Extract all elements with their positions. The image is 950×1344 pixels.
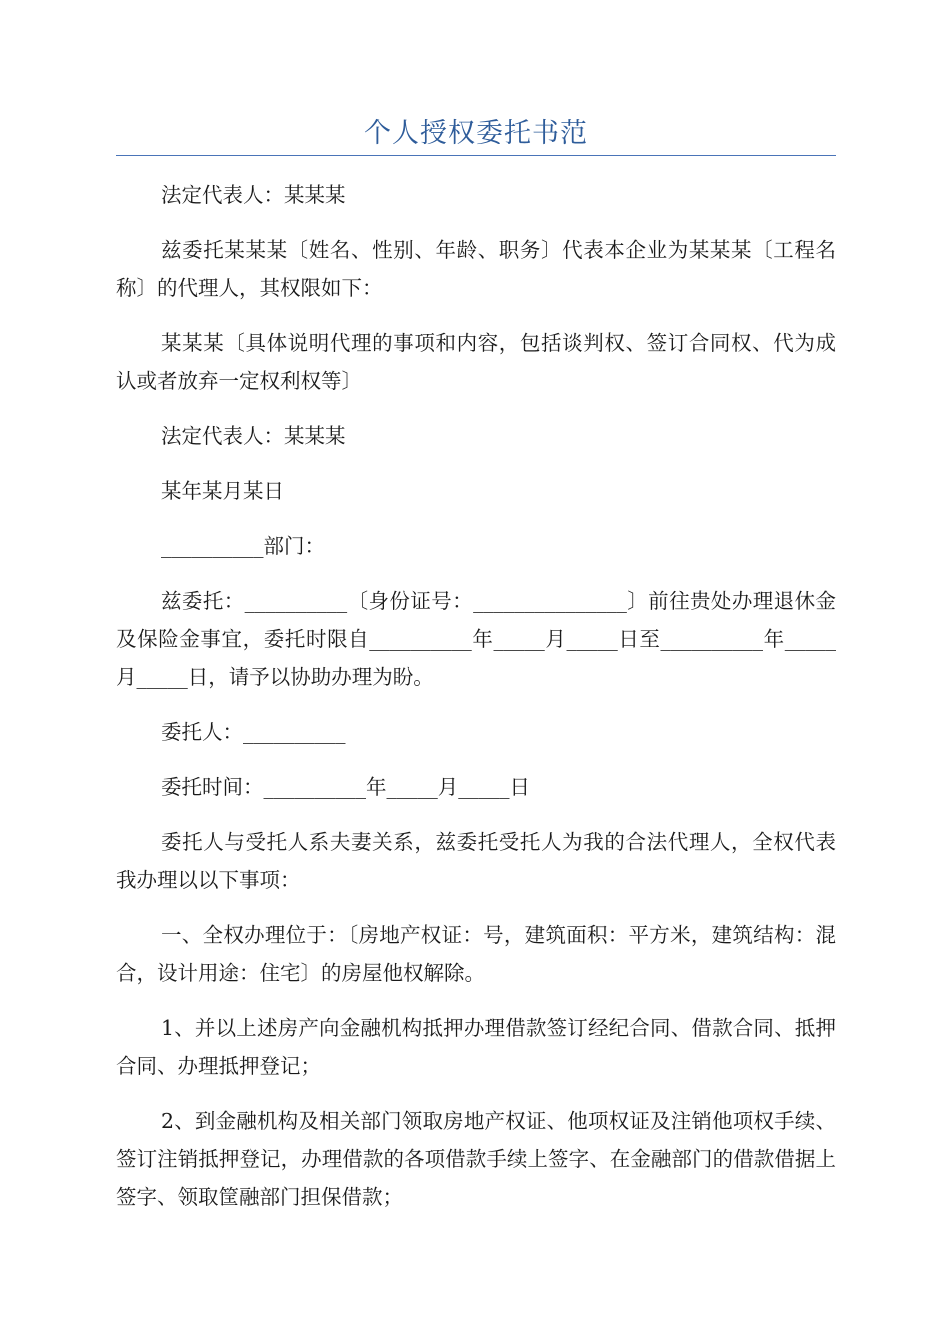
paragraph-spouse-entrustment: 委托人与受托人系夫妻关系，兹委托受托人为我的合法代理人，全权代表我办理以以下事项： bbox=[116, 830, 836, 892]
paragraph-authority: 某某某〔具体说明代理的事项和内容，包括谈判权、签订合同权、代为成认或者放弃一定权利权等〕 bbox=[116, 331, 836, 393]
paragraph-item-2: 2、到金融机构及相关部门领取房地产权证、他项权证及注销他项权手续、签订注销抵押登记，办理借款的各项借款手续上签字、在金融部门的借款借据上签字、领取筐融部门担保借款； bbox=[116, 1109, 836, 1209]
title-underline bbox=[116, 155, 836, 156]
paragraph-item-one: 一、全权办理位于：〔房地产权证：号，建筑面积：平方米，建筑结构：混合，设计用途：住宅〕的房屋他权解除。 bbox=[116, 923, 836, 985]
paragraph-legal-rep: 法定代表人：某某某 bbox=[161, 183, 346, 207]
paragraph-retirement-entrustment: 兹委托：__________〔身份证号：_______________〕前往贵处办理退休金及保险金事宜，委托时限自__________年_____月_____日至__________年_____月_____日，请予以协助办理为盼。 bbox=[116, 589, 836, 689]
document-title: 个人授权委托书范 bbox=[364, 118, 588, 149]
paragraph-entrust-time: 委托时间：__________年_____月_____日 bbox=[161, 775, 530, 799]
paragraph-date: 某年某月某日 bbox=[161, 479, 284, 503]
paragraph-legal-rep-sign: 法定代表人：某某某 bbox=[161, 424, 346, 448]
paragraph-entrustment: 兹委托某某某〔姓名、性别、年龄、职务〕代表本企业为某某某〔工程名称〕的代理人，其权限如下： bbox=[116, 238, 836, 300]
document-body bbox=[116, 176, 836, 1233]
paragraph-item-1: 1、并以上述房产向金融机构抵押办理借款签订经纪合同、借款合同、抵押合同、办理抵押登记； bbox=[116, 1016, 836, 1078]
paragraph-principal: 委托人：__________ bbox=[161, 720, 346, 744]
paragraph-department: __________部门： bbox=[161, 534, 325, 558]
